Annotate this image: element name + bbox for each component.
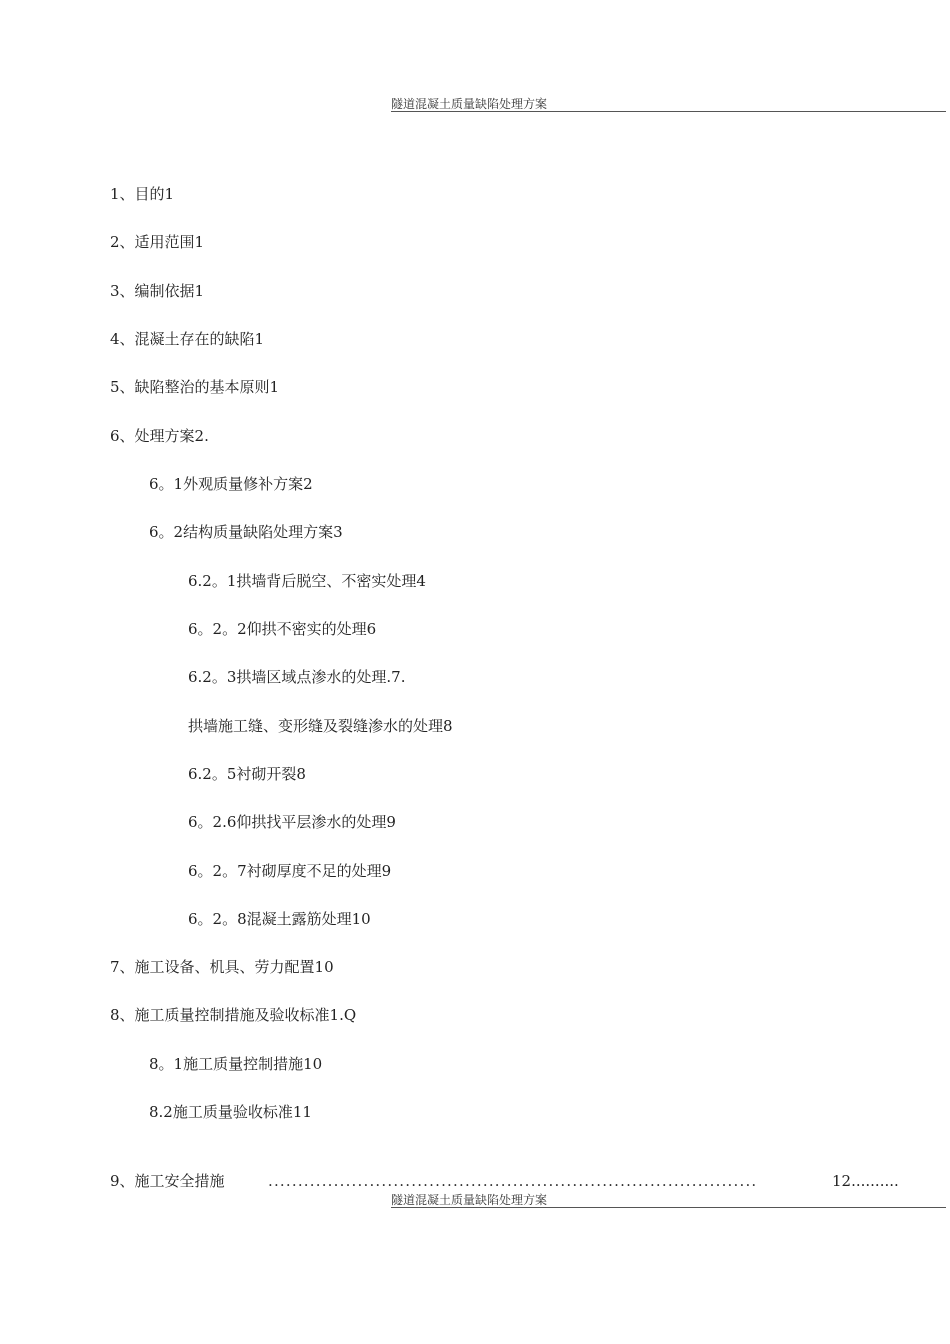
- toc-entry-8[interactable]: 8、施工质量控制措施及验收标准1.Q: [110, 1006, 357, 1024]
- toc-entry-8-2[interactable]: 8.2施工质量验收标准11: [149, 1103, 312, 1121]
- toc-entry-6[interactable]: 6、处理方案2.: [110, 427, 209, 445]
- toc-entry-6-1[interactable]: 6。1外观质量修补方案2: [149, 475, 313, 493]
- page-header-title: 隧道混凝土质量缺陷处理方案: [391, 97, 548, 111]
- page-footer-title: 隧道混凝土质量缺陷处理方案: [391, 1193, 548, 1207]
- toc-entry-8-1[interactable]: 8。1施工质量控制措施10: [149, 1055, 323, 1073]
- footer-divider: [391, 1207, 946, 1208]
- toc-entry-6-2-6[interactable]: 6。2.6仰拱找平层渗水的处理9: [188, 813, 396, 831]
- toc-entry-2[interactable]: 2、适用范围1: [110, 233, 205, 251]
- toc-entry-6-2-8[interactable]: 6。2。8混凝土露筋处理10: [188, 910, 371, 928]
- toc-entry-7[interactable]: 7、施工设备、机具、劳力配置10: [110, 958, 334, 976]
- toc-entry-6-2-5[interactable]: 6.2。5衬砌开裂8: [188, 765, 306, 783]
- toc-entry-9-label: 9、施工安全措施: [110, 1172, 225, 1190]
- toc-entry-9-page: 12..........: [832, 1172, 899, 1190]
- toc-entry-6-2[interactable]: 6。2结构质量缺陷处理方案3: [149, 523, 343, 541]
- toc-entry-6-2-4[interactable]: 拱墙施工缝、变形缝及裂缝渗水的处理8: [188, 717, 453, 735]
- toc-entry-9[interactable]: [110, 1171, 944, 1191]
- toc-entry-1[interactable]: 1、目的1: [110, 185, 175, 203]
- toc-entry-5[interactable]: 5、缺陷整治的基本原则1: [110, 378, 280, 396]
- toc-entry-6-2-2[interactable]: 6。2。2仰拱不密实的处理6: [188, 620, 377, 638]
- toc-entry-6-2-3[interactable]: 6.2。3拱墙区域点渗水的处理.7.: [188, 668, 406, 686]
- toc-entry-3[interactable]: 3、编制依据1: [110, 282, 205, 300]
- toc-entry-6-2-7[interactable]: 6。2。7衬砌厚度不足的处理9: [188, 862, 392, 880]
- toc-dot-leader: ..................................................................................: [268, 1172, 758, 1190]
- toc-entry-4[interactable]: 4、混凝土存在的缺陷1: [110, 330, 265, 348]
- toc-entry-6-2-1[interactable]: 6.2。1拱墙背后脱空、不密实处理4: [188, 572, 426, 590]
- header-divider: [391, 111, 946, 112]
